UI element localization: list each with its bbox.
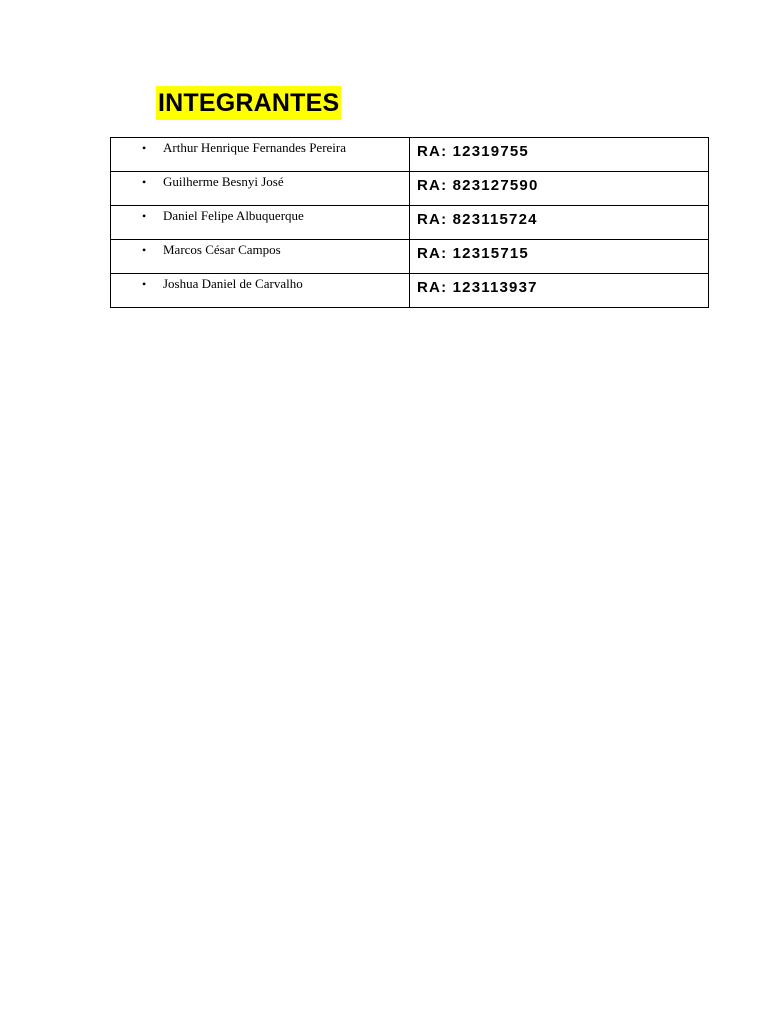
- table-row: [111, 172, 709, 206]
- name-cell: [111, 240, 410, 274]
- member-name: Joshua Daniel de Carvalho: [163, 276, 303, 291]
- ra-cell: [410, 206, 709, 240]
- member-ra: RA: 823127590: [417, 177, 539, 194]
- bullet-icon: •: [142, 175, 147, 189]
- member-name: Arthur Henrique Fernandes Pereira: [163, 140, 347, 155]
- name-cell: [111, 138, 410, 172]
- ra-cell: [410, 240, 709, 274]
- name-cell: [111, 172, 410, 206]
- member-ra: RA: 12319755: [417, 143, 529, 160]
- table-row: [111, 274, 709, 308]
- members-table: [110, 137, 709, 308]
- bullet-icon: •: [142, 243, 147, 257]
- member-ra: RA: 12315715: [417, 245, 529, 262]
- member-ra: RA: 123113937: [417, 279, 538, 296]
- page-title: INTEGRANTES: [156, 86, 341, 120]
- bullet-icon: •: [142, 141, 147, 155]
- bullet-icon: •: [142, 209, 147, 223]
- member-name: Guilherme Besnyi José: [163, 174, 284, 189]
- member-name: Marcos César Campos: [163, 242, 281, 257]
- ra-cell: [410, 274, 709, 308]
- bullet-icon: •: [142, 277, 147, 291]
- table-row: [111, 240, 709, 274]
- ra-cell: [410, 138, 709, 172]
- member-ra: RA: 823115724: [417, 211, 538, 228]
- name-cell: [111, 206, 410, 240]
- table-row: [111, 138, 709, 172]
- table-row: [111, 206, 709, 240]
- ra-cell: [410, 172, 709, 206]
- member-name: Daniel Felipe Albuquerque: [163, 208, 304, 223]
- name-cell: [111, 274, 410, 308]
